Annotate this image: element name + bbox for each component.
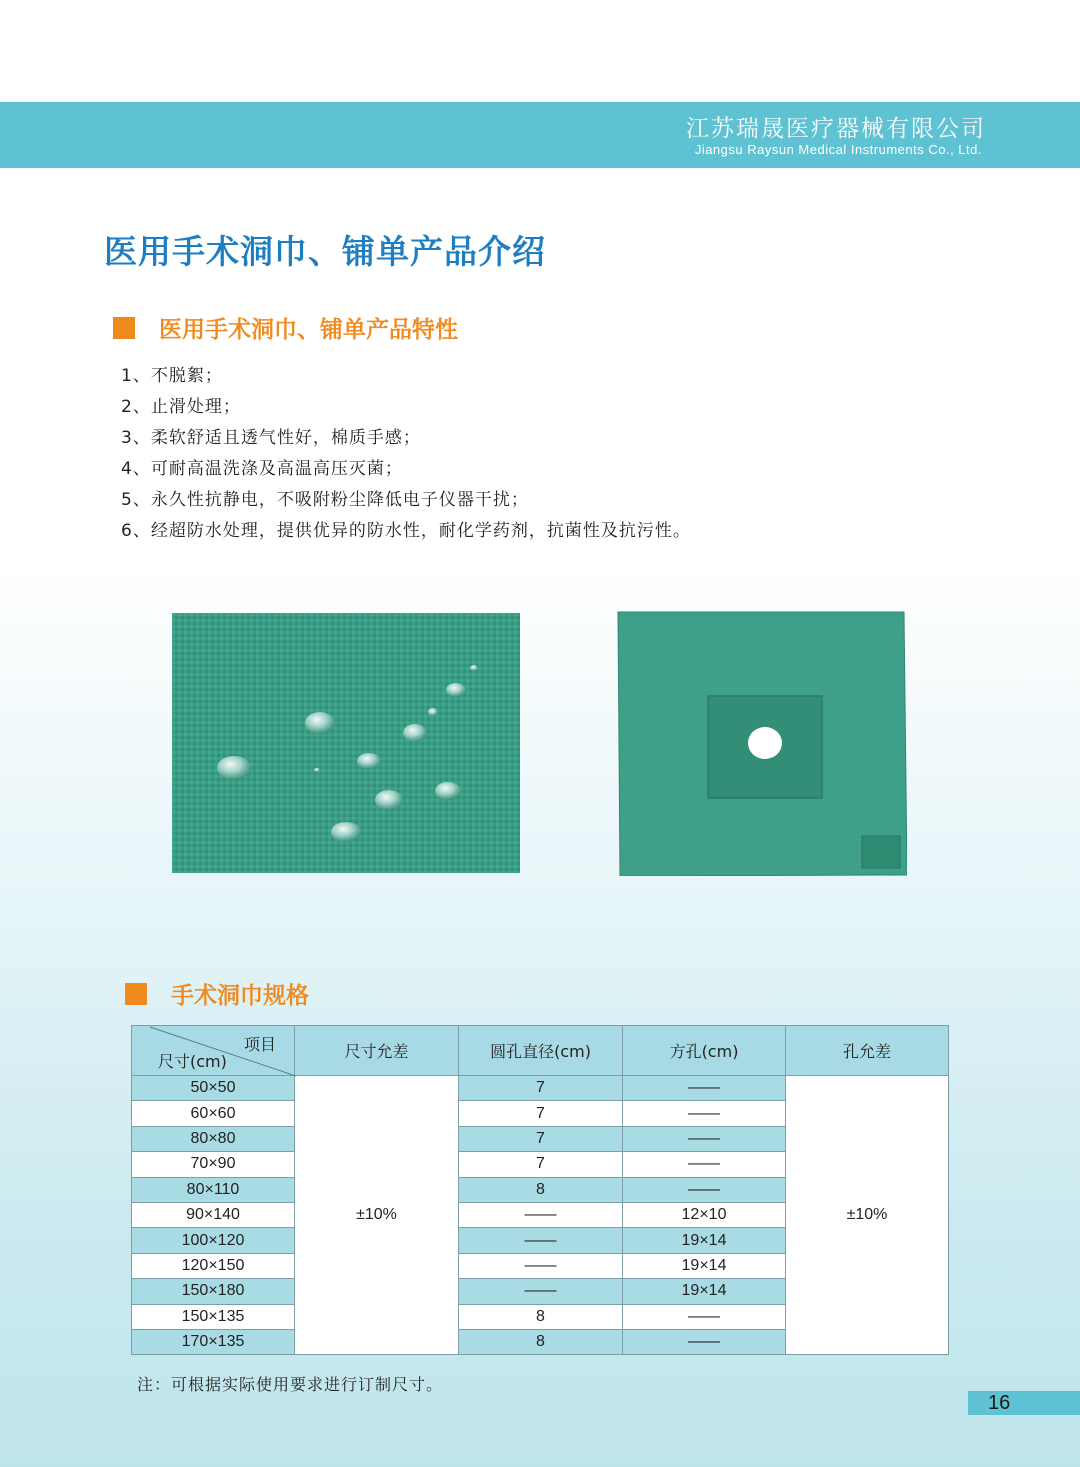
- company-name-cn: 江苏瑞晟医疗器械有限公司: [686, 116, 986, 142]
- header-size-tolerance: 尺寸允差: [295, 1026, 459, 1076]
- square-hole-cell: ——: [623, 1329, 786, 1354]
- size-cell: 100×120: [132, 1228, 295, 1253]
- header-hole-tolerance: 孔允差: [786, 1026, 949, 1076]
- spec-table-header-row: [132, 1026, 949, 1076]
- corner-header-size: 尺寸(cm): [158, 1052, 227, 1071]
- drape-with-hole-photo: [617, 610, 907, 876]
- page-number-band: [968, 1391, 1080, 1415]
- feature-item: 1、不脱絮；: [121, 366, 223, 386]
- square-hole-cell: 19×14: [623, 1279, 786, 1304]
- size-cell: 170×135: [132, 1329, 295, 1354]
- size-cell: 120×150: [132, 1253, 295, 1278]
- features-list: [121, 364, 691, 550]
- features-section-title: 医用手术洞巾、铺单产品特性: [159, 317, 458, 343]
- size-cell: 150×135: [132, 1304, 295, 1329]
- round-hole-cell: 8: [459, 1329, 623, 1354]
- round-hole-cell: ——: [459, 1228, 623, 1253]
- size-tolerance-cell: ±10%: [295, 1076, 459, 1355]
- size-cell: 80×110: [132, 1177, 295, 1202]
- round-hole-cell: 8: [459, 1304, 623, 1329]
- corner-header-cell: [132, 1026, 295, 1076]
- hole-tolerance-cell: ±10%: [786, 1076, 949, 1355]
- round-hole-cell: 7: [459, 1101, 623, 1126]
- round-hole-cell: 8: [459, 1177, 623, 1202]
- size-cell: 150×180: [132, 1279, 295, 1304]
- size-cell: 60×60: [132, 1101, 295, 1126]
- header-square-hole: 方孔(cm): [623, 1026, 786, 1076]
- round-hole-cell: 7: [459, 1076, 623, 1101]
- size-cell: 50×50: [132, 1076, 295, 1101]
- round-hole-cell: ——: [459, 1253, 623, 1278]
- feature-item: 4、可耐高温洗涤及高温高压灭菌；: [121, 459, 403, 479]
- square-hole-cell: ——: [623, 1177, 786, 1202]
- spec-section-header: [125, 977, 309, 1010]
- size-cell: 90×140: [132, 1202, 295, 1227]
- round-hole-cell: 7: [459, 1152, 623, 1177]
- square-hole-cell: 19×14: [623, 1228, 786, 1253]
- table-row: [132, 1076, 949, 1101]
- corner-header-item: 项目: [243, 1035, 276, 1054]
- feature-item: 2、止滑处理；: [121, 397, 241, 417]
- round-hole-cell: ——: [459, 1202, 623, 1227]
- square-hole-cell: 12×10: [623, 1202, 786, 1227]
- company-name-en: Jiangsu Raysun Medical Instruments Co., Ltd.: [694, 142, 982, 157]
- square-hole-cell: ——: [623, 1101, 786, 1126]
- feature-item: 5、永久性抗静电，不吸附粉尘降低电子仪器干扰；: [121, 490, 529, 510]
- spec-table: [131, 1025, 949, 1355]
- page-title: 医用手术洞巾、铺单产品介绍: [104, 232, 546, 271]
- table-note: 注：可根据实际使用要求进行订制尺寸。: [137, 1375, 444, 1394]
- square-hole-cell: ——: [623, 1076, 786, 1101]
- square-hole-cell: ——: [623, 1126, 786, 1151]
- header-round-hole: 圆孔直径(cm): [459, 1026, 623, 1076]
- feature-item: 3、柔软舒适且透气性好，棉质手感；: [121, 428, 421, 448]
- section-marker-square-icon: [125, 983, 147, 1005]
- round-hole-cell: ——: [459, 1279, 623, 1304]
- page-number: 16: [988, 1392, 1011, 1414]
- feature-item: 6、经超防水处理，提供优异的防水性，耐化学药剂，抗菌性及抗污性。: [121, 521, 691, 541]
- square-hole-cell: 19×14: [623, 1253, 786, 1278]
- size-cell: 70×90: [132, 1152, 295, 1177]
- features-section-header: [113, 311, 458, 344]
- fabric-water-droplet-photo: [172, 613, 520, 873]
- square-hole-cell: ——: [623, 1304, 786, 1329]
- spec-section-title: 手术洞巾规格: [171, 983, 309, 1009]
- square-hole-cell: ——: [623, 1152, 786, 1177]
- round-hole-cell: 7: [459, 1126, 623, 1151]
- size-cell: 80×80: [132, 1126, 295, 1151]
- section-marker-square-icon: [113, 317, 135, 339]
